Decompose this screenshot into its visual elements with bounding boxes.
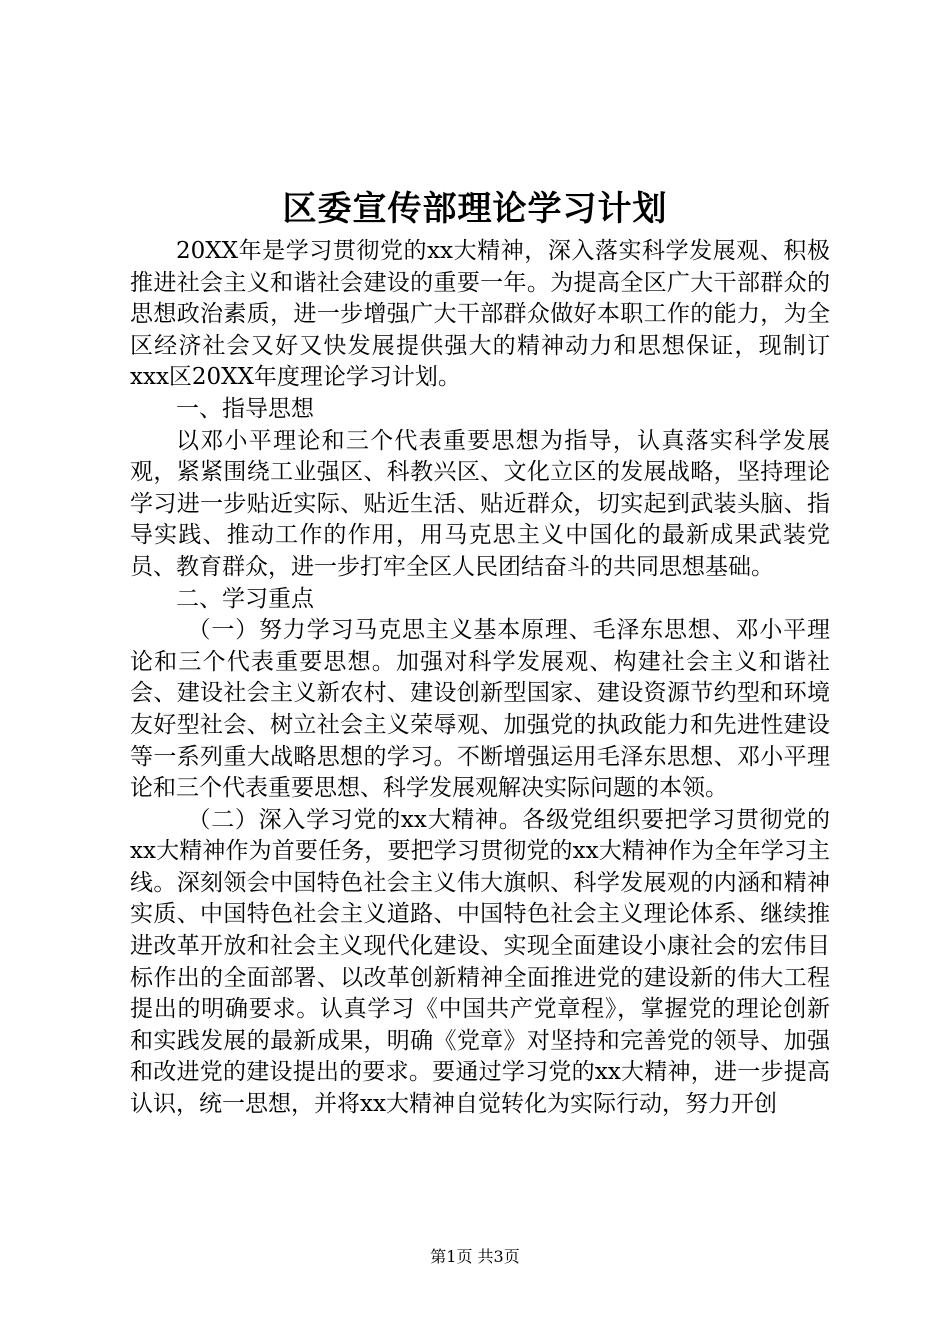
paragraph-guiding-thought: 以邓小平理论和三个代表重要思想为指导，认真落实科学发展观，紧紧围绕工业强区、科教兴区、文化立区的发展战略，坚持理论学习进一步贴近实际、贴近生活、贴近群众，切实起到武装头脑、指导实践、推动工作的作用，用马克思主义中国化的最新成果武装党员、教育群众，进一步打牢全区人民团结奋斗的共同思想基础。	[130, 427, 830, 580]
page-number-footer: 第1页 共3页	[430, 1247, 520, 1266]
document-body	[130, 236, 830, 1121]
section-heading-guiding-thought: 一、指导思想	[176, 395, 314, 422]
section-heading-study-focus: 二、学习重点	[176, 585, 314, 612]
paragraph-focus-two: （二）深入学习党的xx大精神。各级党组织要把学习贯彻党的xx大精神作为首要任务，要把学习贯彻党的xx大精神作为全年学习主线。深刻领会中国特色社会主义伟大旗帜、科学发展观的内涵和精神实质、中国特色社会主义道路、中国特色社会主义理论体系、继续推进改革开放和社会主义现代化建设、实现全面建设小康社会的宏伟目标作出的全面部署、以改革创新精神全面推进党的建设新的伟大工程提出的明确要求。认真学习《中国共产党章程》，掌握党的理论创新和实践发展的最新成果，明确《党章》对坚持和完善党的领导、加强和改进党的建设提出的要求。要通过学习党的xx大精神，进一步提高认识，统一思想，并将xx大精神自觉转化为实际行动，努力开创	[130, 806, 830, 1118]
document-title: 区委宣传部理论学习计划	[282, 189, 668, 229]
paragraph-intro: 20XX年是学习贯彻党的xx大精神，深入落实科学发展观、积极推进社会主义和谐社会建设的重要一年。为提高全区广大干部群众的思想政治素质，进一步增强广大干部群众做好本职工作的能力，为全区经济社会又好又快发展提供强大的精神动力和思想保证，现制订xxx区20XX年度理论学习计划。	[130, 238, 830, 391]
paragraph-focus-one: （一）努力学习马克思主义基本原理、毛泽东思想、邓小平理论和三个代表重要思想。加强对科学发展观、构建社会主义和谐社会、建设社会主义新农村、建设创新型国家、建设资源节约型和环境友好型社会、树立社会主义荣辱观、加强党的执政能力和先进性建设等一系列重大战略思想的学习。不断增强运用毛泽东思想、邓小平理论和三个代表重要思想、科学发展观解决实际问题的本领。	[130, 617, 830, 802]
